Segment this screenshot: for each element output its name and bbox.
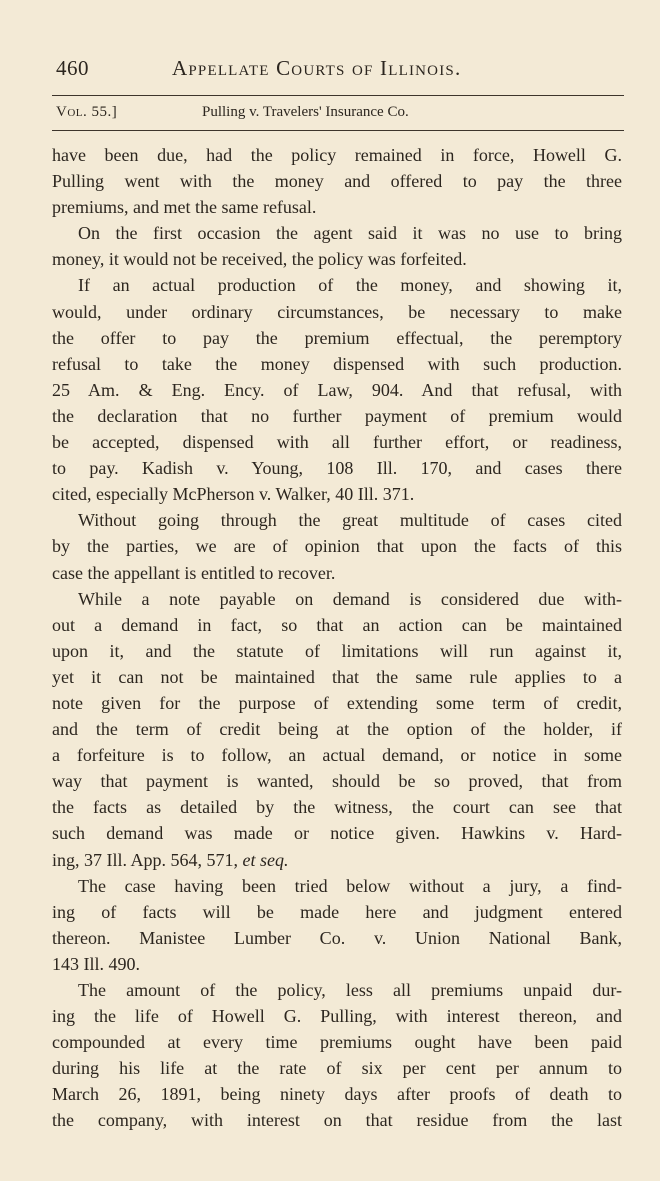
text-line: the declaration that no further payment of premium would [52,405,622,426]
text-line: out a demand in fact, so that an action can be maintained [52,614,622,635]
text-line: Pulling went with the money and offered to pay the three [52,171,622,192]
text-line: a forfeiture is to follow, an actual demand, or notice in some [52,745,622,766]
text-line: premiums, and met the same refusal. [52,197,317,218]
text-line: ing the life of Howell G. Pulling, with interest thereon, and [52,1006,622,1027]
text-line: would, under ordinary circumstances, be necessary to make [52,301,622,322]
text-line: way that payment is wanted, should be so proved, that from [52,771,622,792]
text-line: ing, 37 Ill. App. 564, 571, [52,849,239,870]
text-line: such demand was made or notice given. Hawkins v. Hard- [52,823,622,844]
text-line: 143 Ill. 490. [52,953,140,974]
text-line: the company, with interest on that residue from the last [52,1110,622,1131]
text-line: ing of facts will be made here and judgment entered [52,901,622,922]
text-line: compounded at every time premiums ought have been paid [52,1032,622,1053]
text-line: during his life at the rate of six per cent per annum to [52,1058,622,1079]
text-line: refusal to take the money dispensed with such production. [52,353,622,374]
text-line: March 26, 1891, being ninety days after proofs of death to [52,1084,622,1105]
text-line: have been due, had the policy remained in force, Howell G. [52,145,622,165]
text-line: money, it would not be received, the policy was forfeited. [52,249,467,270]
text-line: The amount of the policy, less all premiums unpaid dur- [78,980,622,1000]
text-line: On the first occasion the agent said it was no use to bring [78,223,622,244]
text-line: to pay. Kadish v. Young, 108 Ill. 170, and cases there [52,458,622,479]
text-line: The case having been tried below without a jury, a find- [78,875,622,896]
text-line: 25 Am. & Eng. Ency. of Law, 904. And that refusal, with [52,379,622,400]
text-line: and the term of credit being at the option of the holder, if [52,719,622,740]
header-rule-bottom [52,130,624,131]
text-line: the offer to pay the premium effectual, the peremptory [52,327,622,348]
page-header [0,0,660,140]
text-line: upon it, and the statute of limitations will run against it, [52,640,622,661]
text-line: thereon. Manistee Lumber Co. v. Union National Bank, [52,927,622,948]
body-text [52,142,622,1134]
text-line: be accepted, dispensed with all further effort, or readiness, [52,432,622,453]
header-rule-top [52,95,624,96]
text-line: note given for the purpose of extending some term of credit, [52,692,622,713]
page-number: 460 [56,56,89,80]
text-line: case the appellant is entitled to recover. [52,562,336,583]
text-line: the facts as detailed by the witness, the court can see that [52,797,622,818]
italic-citation: et seq. [242,849,289,870]
text-line: yet it can not be maintained that the same rule applies to a [52,666,622,687]
text-line: While a note payable on demand is considered due with- [78,588,622,609]
text-line-with-italic [52,847,622,873]
volume-label: Vol. 55.] [56,104,118,120]
text-line: cited, especially McPherson v. Walker, 40 Ill. 371. [52,484,415,505]
running-title: Appellate Courts of Illinois. [172,56,462,80]
text-line: If an actual production of the money, and showing it, [78,275,622,296]
case-title: Pulling v. Travelers' Insurance Co. [202,104,409,120]
text-line: by the parties, we are of opinion that upon the facts of this [52,536,622,557]
text-line: Without going through the great multitude of cases cited [78,510,622,531]
